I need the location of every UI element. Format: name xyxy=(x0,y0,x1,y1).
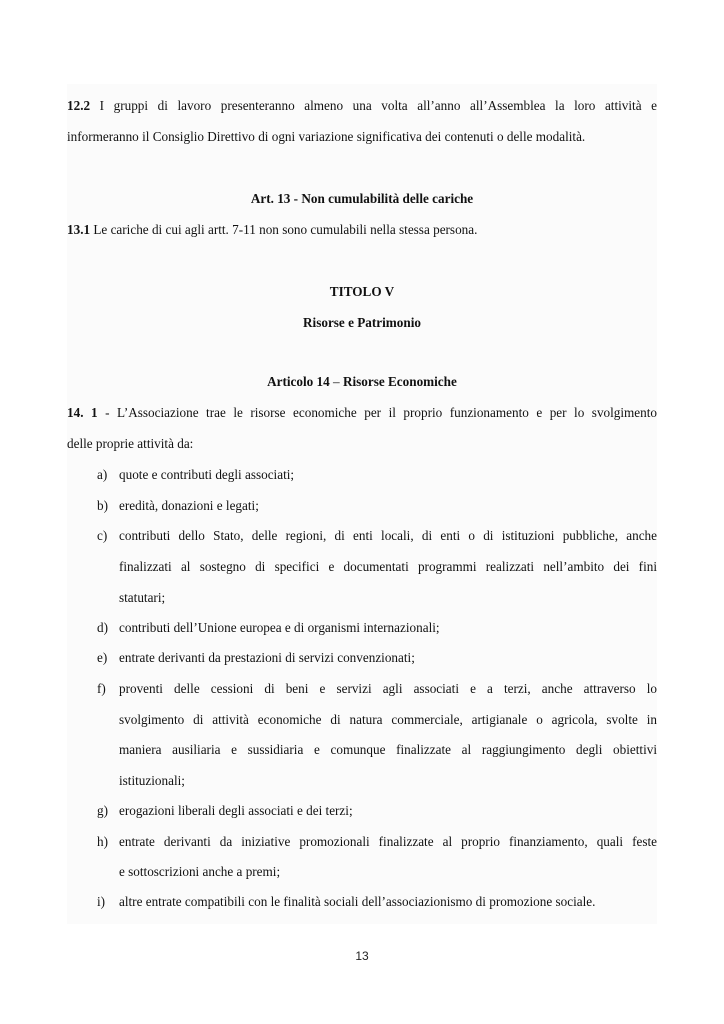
list-item-f-line-3: maniera ausiliaria e sussidiaria e comunque finalizzate al raggiungimento degli obiettivi xyxy=(119,742,657,757)
list-item-b: eredità, donazioni e legati; xyxy=(119,498,259,513)
paragraph-12-2-line-1 xyxy=(67,98,657,114)
list-item-f-line-2: svolgimento di attività economiche di natura commerciale, artigianale o agricola, svolte in xyxy=(119,712,657,727)
article-14-heading-part-1: Articolo 14 xyxy=(267,374,330,389)
list-marker-a: a) xyxy=(97,467,108,482)
title-subheading: Risorse e Patrimonio xyxy=(303,315,421,330)
list-item-h-line-1: entrate derivanti da iniziative promozionali finalizzate al proprio finanziamento, quali feste xyxy=(119,834,657,849)
list-item-a: quote e contributi degli associati; xyxy=(119,467,295,482)
list-item-h-line-2: e sottoscrizioni anche a premi; xyxy=(119,864,281,879)
list-item-d: contributi dell’Unione europea e di organismi internazionali; xyxy=(119,620,440,635)
article-14-heading xyxy=(67,374,657,390)
list-item-c-line-2: finalizzati al sostegno di specifici e documentati programmi realizzati nell’ambito dei fini xyxy=(119,559,657,574)
clause-number-12-2: 12.2 xyxy=(67,98,91,113)
article-14-heading-part-2: Risorse Economiche xyxy=(342,374,457,389)
list-marker-d: d) xyxy=(97,620,108,635)
title-heading: TITOLO V xyxy=(329,284,395,299)
list-item-c-line-1: contributi dello Stato, delle regioni, di enti locali, di enti o di istituzioni pubbliche, anche xyxy=(119,528,657,543)
list-marker-f: f) xyxy=(97,681,106,696)
list-item-f-line-1: proventi delle cessioni di beni e servizi agli associati e a terzi, anche attraverso lo xyxy=(119,681,657,696)
article-13-heading: Art. 13 - Non cumulabilità delle cariche xyxy=(250,191,474,206)
list-marker-i: i) xyxy=(97,894,106,909)
clause-number-13-1: 13.1 xyxy=(67,222,91,237)
paragraph-14-1-line-2: delle proprie attività da: xyxy=(67,436,194,451)
paragraph-14-1-line-1 xyxy=(67,405,657,421)
paragraph-14-1-text-1: - L’Associazione trae le risorse economiche per il proprio funzionamento e per lo svolgimento xyxy=(105,405,658,420)
list-marker-g: g) xyxy=(97,803,108,818)
article-14-heading-dash: – xyxy=(329,374,343,389)
list-item-e: entrate derivanti da prestazioni di servizi convenzionati; xyxy=(119,650,415,665)
list-marker-b: b) xyxy=(97,498,108,513)
paragraph-13-1 xyxy=(67,222,657,238)
paragraph-13-1-text: Le cariche di cui agli artt. 7-11 non sono cumulabili nella stessa persona. xyxy=(93,222,478,237)
list-item-i: altre entrate compatibili con le finalità sociali dell’associazionismo di promozione sociale. xyxy=(119,894,596,909)
page-number: 13 xyxy=(355,949,369,963)
list-item-f-line-4: istituzionali; xyxy=(119,773,185,788)
paragraph-12-2-text-1: I gruppi di lavoro presenteranno almeno una volta all’anno all’Assemblea la loro attività e xyxy=(99,98,657,113)
clause-number-14-1: 14. 1 xyxy=(67,405,98,420)
list-marker-e: e) xyxy=(97,650,108,665)
list-item-g: erogazioni liberali degli associati e dei terzi; xyxy=(119,803,353,818)
document-page xyxy=(67,84,657,924)
list-marker-c: c) xyxy=(97,528,108,543)
list-item-c-line-3: statutari; xyxy=(119,590,166,605)
list-marker-h: h) xyxy=(97,834,108,849)
paragraph-12-2-line-2: informeranno il Consiglio Direttivo di ogni variazione significativa dei contenuti o delle modalità. xyxy=(67,129,586,144)
